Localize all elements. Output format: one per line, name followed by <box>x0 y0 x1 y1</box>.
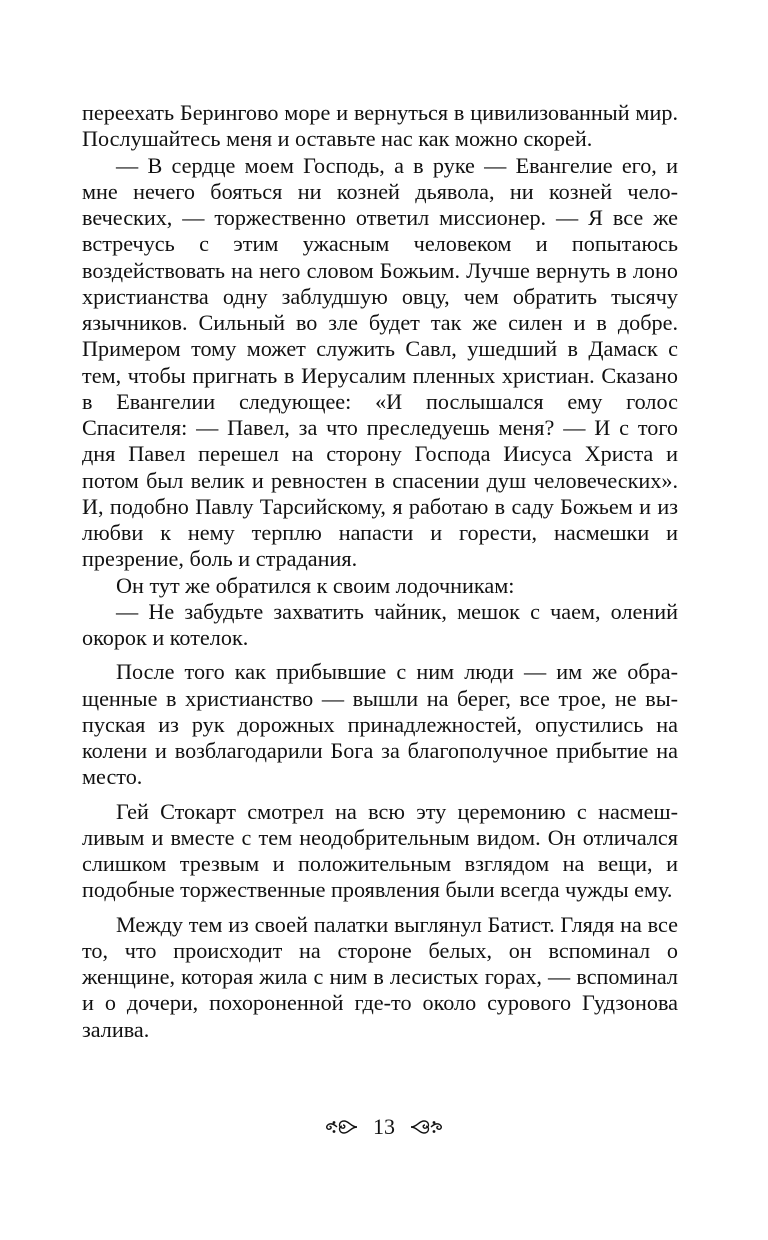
scroll-ornament-left-icon <box>323 1117 359 1137</box>
paragraph-6: Гей Стокарт смотрел на всю эту церемонию с насмешливым и вместе с тем неодобрительным видом. Он отличался слишком трезвым и положительным взглядом на вещи, и подобные торжественные проявления были всегда чужды ему. <box>82 798 678 903</box>
paragraph-4: — Не забудьте захватить чайник, мешок с чаем, олений окорок и котелок. <box>82 598 678 650</box>
scroll-ornament-right-icon <box>409 1117 445 1137</box>
paragraph-2: — В сердце моем Господь, а в руке — Евангелие его, и мне нечего бояться ни козней дьявола, ни козней человеческих, — торжественно ответил миссионер. — Я все же встречусь с этим ужасным человеком и попытаюсь воздействовать на него словом Божьим. Лучше вернуть в лоно христианства одну заблудшую овцу, чем обратить тысячу язычников. Сильный во зле будет так же силен и в добре. Примером тому может служить Савл, ушедший в Дамаск с тем, чтобы пригнать в Иерусалим пленных христиан. Сказано в Евангелии следующее: «И послышался ему голос Спасителя: — Павел, за что преследуешь меня? — И с того дня Павел перешел на сторону Господа Иисуса Христа и потом был велик и ревностен в спасении душ человеческих». И, подобно Павлу Тарсийскому, я работаю в саду Божьем и из любви к нему терплю напасти и горести, насмешки и презрение, боль и страдания. <box>82 152 678 572</box>
paragraph-5: После того как прибывшие с ним люди — им же обращенные в христианство — вышли на берег, все трое, не выпуская из рук дорожных принадлежностей, опустились на колени и возблагодарили Бога за благополучное прибытие на место. <box>82 659 678 790</box>
paragraph-3: Он тут же обратился к своим лодочникам: <box>116 572 515 598</box>
page-footer <box>0 1112 768 1142</box>
page-number: 13 <box>373 1114 395 1139</box>
paragraph-7: Между тем из своей палатки выглянул Батист. Глядя на все то, что происходит на стороне белых, он вспоминал о женщине, которая жила с ним в лесистых горах, — вспоминал и о дочери, похороненной где-то около сурового Гудзонова залива. <box>82 911 678 1042</box>
page-text <box>82 100 678 1043</box>
paragraph-1: переехать Берингово море и вернуться в цивилизованный мир. Послушайтесь меня и оставьте нас как можно скорей. <box>82 100 678 152</box>
